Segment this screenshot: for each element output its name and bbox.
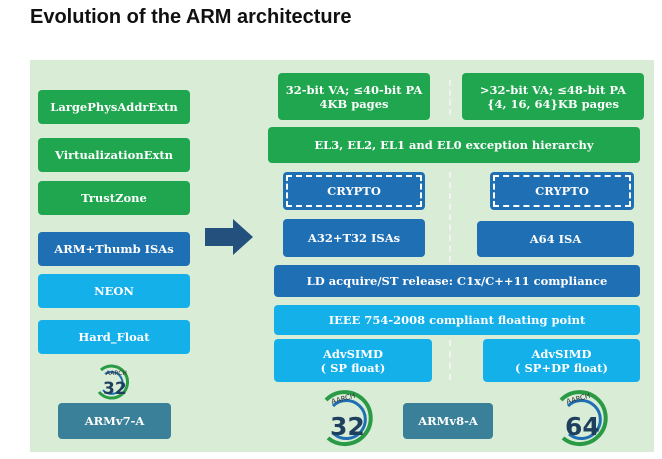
aarch32-logo [93,362,133,402]
neon-box: NEON [38,274,190,308]
divider-top [449,80,451,115]
aarch32-logo-number: 32 [103,379,127,399]
exception-hierarchy-box: EL3, EL2, EL1 and EL0 exception hierarchy [268,127,640,163]
arm-thumb-isa-box: ARM+Thumb ISAs [38,232,190,266]
addr-64-box: >32-bit VA; ≤48-bit PA {4, 16, 64}KB pages [462,73,644,120]
aarch64-large-logo [555,390,615,450]
divider-mid [449,172,451,262]
memory-model-box: LD acquire/ST release: C1x/C++11 compliance [274,265,640,297]
aarch32-large-logo-number: 32 [330,412,365,441]
armv8-label: ARMv8-A [403,403,493,439]
a32-t32-isa-box: A32+T32 ISAs [283,219,425,257]
aarch32-logo-label: AARCH [106,370,127,377]
advsimd-64-box: AdvSIMD ( SP+DP float) [483,339,640,382]
hard-float-box: Hard_Float [38,320,190,354]
crypto-32-box: CRYPTO [283,172,425,210]
ieee-fp-box: IEEE 754-2008 compliant floating point [274,305,640,335]
addr-32-box: 32-bit VA; ≤40-bit PA 4KB pages [278,73,430,120]
trustzone-box: TrustZone [38,181,190,215]
crypto-64-box: CRYPTO [490,172,634,210]
a64-isa-box: A64 ISA [477,221,634,257]
aarch32-large-logo-label: AARCH [330,391,357,406]
divider-bottom [449,340,451,380]
armv7-label: ARMv7-A [58,403,171,439]
largephysaddrextn-box: LargePhysAddrExtn [38,90,190,124]
virtualizationextn-box: VirtualizationExtn [38,138,190,172]
page-title: Evolution of the ARM architecture [30,6,352,28]
aarch32-large-logo [320,390,380,450]
aarch64-large-logo-label: AARCH [565,391,592,406]
aarch64-large-logo-number: 64 [565,412,600,441]
advsimd-32-box: AdvSIMD ( SP float) [274,339,432,382]
arrow-right-icon [203,218,263,258]
